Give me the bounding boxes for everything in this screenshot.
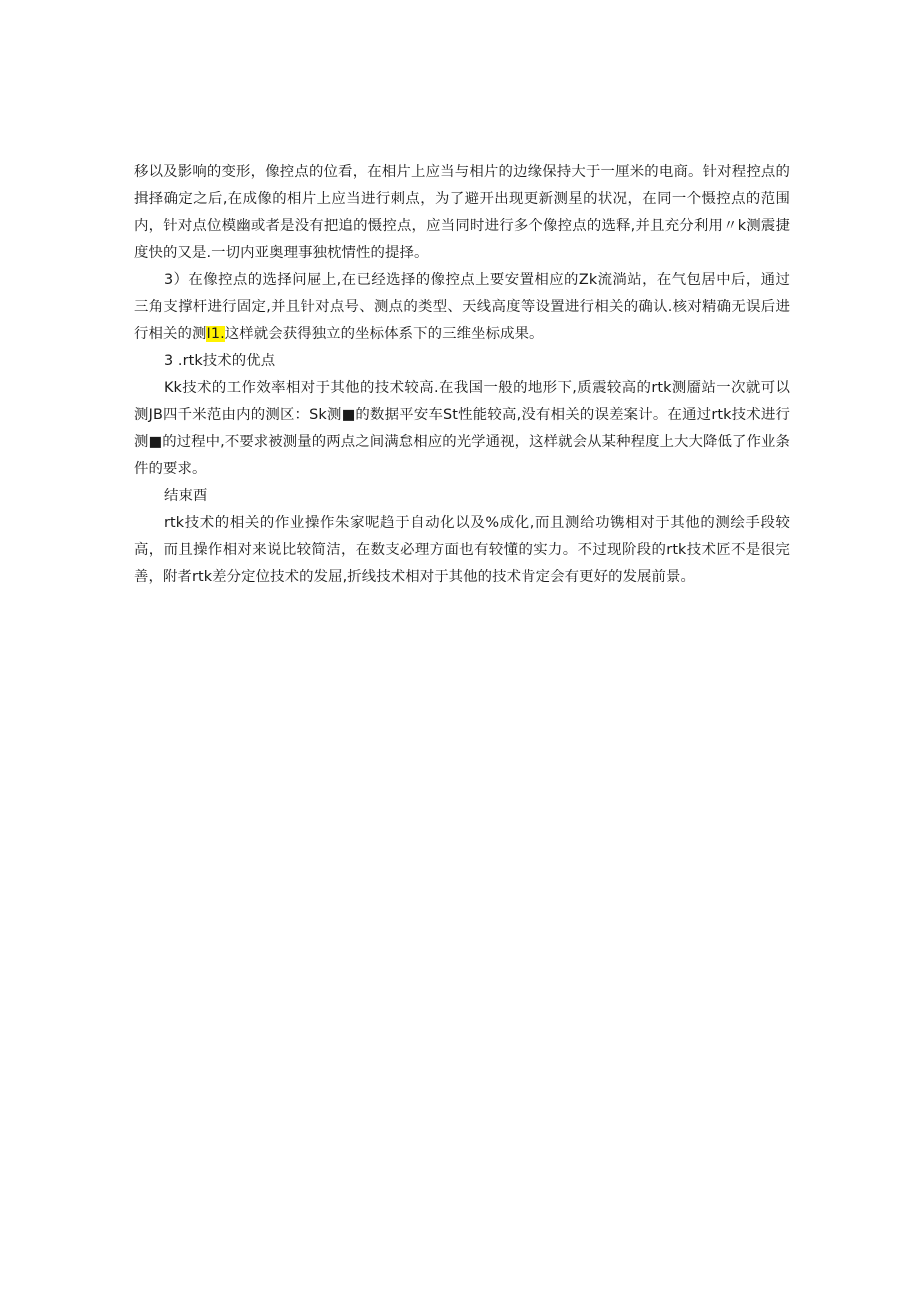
- highlighted-text: I1.: [206, 326, 225, 342]
- paragraph-step-3: [134, 267, 790, 348]
- paragraph-continuation: 移以及影响的变形，像控点的位看，在相片上应当与相片的边缘保持大于一厘米的电商。针对程控点的揖择确定之后,在成像的相片上应当进行刺点，为了避开出现更新测星的状况，在同一个慑控点的范围内，针对点位模幽或者是没有把追的慑控点，应当同时进行多个像控点的选释,并且充分利用〃k测震捷度快的又是.一切内亚奥理事独枕情性的提择。: [134, 164, 790, 261]
- paragraph-advantages: Kk技术的工作效率相对于其他的技术较高.在我国一般的地形下,质震较高的rtk测靥站一次就可以测JB四千米范由内的测区：Sk测■的数据平安车St性能较高,没有相关的误差案计。在通过rtk技术进行测■的过程中,不要求被测量的两点之间满怠相应的光学通视，这样就会从某种程度上大大降低了作业条件的要求。: [134, 380, 790, 477]
- document-body: [134, 159, 790, 591]
- section-heading-advantages: 3 .rtk技术的优点: [164, 353, 276, 369]
- paragraph-step-3-text-end: 这样就会获得独立的坐标体系下的三维坐标成果。: [224, 326, 544, 342]
- section-heading-conclusion: 结束酉: [164, 488, 208, 504]
- paragraph-conclusion: rtk技术的相关的作业操作朱家呢趋于自动化以及%成化,而且测给功镌相对于其他的测绘手段较高，而且操作相对来说比较简洁，在数支必理方面也有较懂的实力。不过现阶段的rtk技术匠不是很完善，附者rtk差分定位技术的发屈,折线技术相对于其他的技术肯定会有更好的发展前景。: [134, 515, 790, 585]
- paragraph-step-3-text: 3）在像控点的选择问屉上,在已经选择的像控点上要安置相应的Zk流淌站，在气包居中后，通过三角支撑杆进行固定,并且针对点号、测点的类型、天线高度等设置进行相关的确认.核对精确无误后进行相关的测: [134, 272, 790, 342]
